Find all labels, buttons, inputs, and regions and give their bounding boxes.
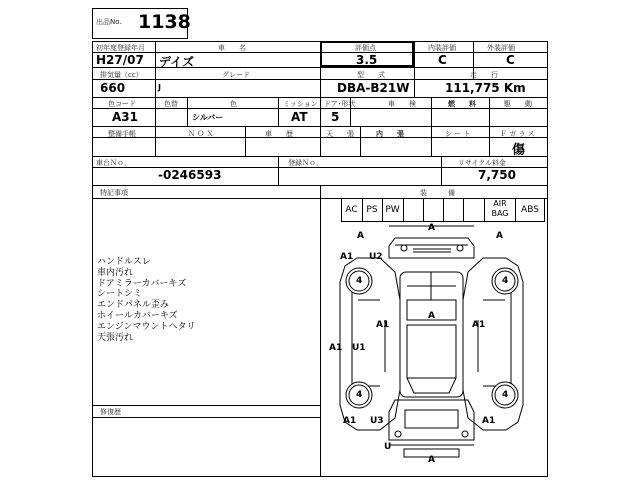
rule — [431, 97, 432, 126]
remark-item: ハンドルスレ — [97, 257, 151, 267]
mark-rear: A — [428, 455, 435, 465]
remark-item: エンジンマウントヘタリ — [97, 321, 196, 332]
rule — [489, 126, 490, 156]
mark-top-left: A — [357, 231, 364, 241]
interior-label: 内装評価 — [428, 44, 456, 52]
mark-front: A — [428, 223, 435, 233]
mission-value: AT — [291, 110, 308, 124]
mark-wheel-rr: 4 — [502, 390, 509, 400]
rule — [155, 126, 156, 156]
fglass-value: 傷 — [512, 143, 526, 158]
rule — [187, 97, 188, 126]
reg-date-label: 初年度登録年月 — [96, 44, 145, 52]
mark-roof: A — [428, 311, 435, 321]
rule — [423, 198, 424, 222]
car-name-value: デイズ — [159, 55, 195, 69]
remarks-list — [97, 257, 196, 343]
lot-number-label: 出品No. — [96, 18, 122, 26]
mark-top-right: A — [496, 231, 503, 241]
chassis-value: -0246593 — [158, 168, 222, 182]
rule — [92, 405, 320, 406]
registration-label: 登録Ｎｏ． — [288, 159, 323, 167]
rule — [92, 417, 320, 418]
rule — [463, 198, 464, 222]
equipment-label: 装 備 — [420, 189, 455, 197]
remark-item: 天張汚れ — [97, 332, 134, 343]
rule — [320, 126, 321, 156]
score-label: 評価点 — [355, 44, 376, 52]
interior-value: C — [438, 53, 447, 67]
mark-bottom-u: U — [384, 442, 392, 452]
history-label: 車 歴 — [265, 130, 293, 138]
mileage-value: 111,775 Km — [445, 81, 526, 95]
mileage-label: 走 行 — [470, 71, 498, 79]
door-value: 5 — [331, 110, 340, 124]
grade-value: J — [158, 83, 161, 92]
inspection-label: 車 検 — [388, 100, 416, 108]
remarks-label: 特記事項 — [100, 189, 128, 197]
recycle-value: 7,750 — [478, 168, 516, 182]
remark-item: シートシミ — [97, 289, 143, 300]
remark-item: エンドパネル歪み — [97, 300, 169, 311]
mark-wheel-rl: 4 — [356, 390, 363, 400]
rule — [441, 156, 442, 185]
rule — [320, 97, 321, 126]
mark-wheel-fr: 4 — [502, 276, 509, 286]
fglass-label: Ｆ ガ ラ ス — [500, 130, 535, 138]
equip-abs: ABS — [521, 205, 539, 215]
rule — [360, 126, 361, 156]
rule — [431, 126, 432, 156]
recycle-label: リサイクル料金 — [458, 159, 507, 167]
mark-rear-u3: U3 — [370, 416, 384, 426]
mark-front-door-left: A1 — [376, 320, 390, 330]
rule — [278, 156, 279, 185]
color-code-value: A31 — [112, 110, 138, 124]
mission-label: ミッション — [283, 100, 318, 108]
rule — [155, 67, 156, 97]
mark-front-left-fender: A1 — [340, 252, 354, 262]
chassis-label: 車台Ｎｏ． — [96, 159, 131, 167]
rule — [403, 198, 404, 222]
manual-label: 整備手帳 — [108, 130, 136, 138]
mark-rear-door-u1: U1 — [352, 343, 366, 353]
model-label: 型 式 — [357, 71, 385, 79]
sunroof-label: 天 張 — [326, 130, 354, 138]
score-value: 3.5 — [356, 53, 378, 67]
rule — [489, 97, 490, 126]
equip-ac: AC — [345, 205, 358, 215]
nox-label: Ｎ Ｏ Ｘ — [188, 130, 214, 138]
rule — [414, 67, 415, 97]
door-label: ドア･形状 — [324, 100, 356, 108]
color-value: シルバー — [192, 113, 224, 122]
rule — [484, 198, 485, 222]
color-label: 色 — [230, 100, 237, 108]
repair-label: 修復歴 — [100, 408, 121, 416]
displacement-label: 排気量（cc） — [100, 71, 143, 79]
mark-rear-door-a1: A1 — [329, 343, 343, 353]
equip-airbag: AIR BAG — [491, 199, 509, 218]
rule — [92, 156, 548, 157]
mark-rear-right: A1 — [482, 416, 496, 426]
drive-label: 駆 動 — [504, 100, 532, 108]
rule — [245, 126, 246, 156]
rule — [443, 198, 444, 222]
interior-cover-label: 内 張 — [376, 130, 404, 138]
lot-number: 1138 — [138, 11, 191, 33]
color-change-label: 色替 — [164, 100, 178, 108]
mark-front-left-u2: U2 — [369, 252, 383, 262]
exterior-label: 外装評価 — [487, 44, 515, 52]
remark-item: 車内汚れ — [97, 267, 134, 278]
mark-front-door-right: A1 — [472, 320, 486, 330]
grade-label: グレード — [222, 71, 250, 79]
rule — [278, 97, 279, 126]
rule — [320, 67, 321, 97]
seat-label: シ ー ト — [445, 130, 471, 138]
displacement-value: 660 — [100, 81, 126, 95]
mark-wheel-fl: 4 — [356, 276, 363, 286]
car-name-label: 車 名 — [218, 44, 246, 52]
exterior-value: C — [506, 53, 515, 67]
fuel-label: 燃 料 — [448, 100, 476, 108]
rule — [155, 97, 156, 126]
remark-item: ホイールカバーキズ — [97, 310, 178, 321]
remark-item: ドアミラーカバーキズ — [97, 278, 187, 289]
equip-ps: PS — [366, 205, 378, 215]
model-value: DBA-B21W — [337, 81, 410, 95]
equip-pw: PW — [385, 205, 400, 215]
mark-rear-left: A1 — [343, 416, 357, 426]
reg-date-value: H27/07 — [96, 53, 144, 67]
color-code-label: 色コード — [108, 100, 136, 108]
